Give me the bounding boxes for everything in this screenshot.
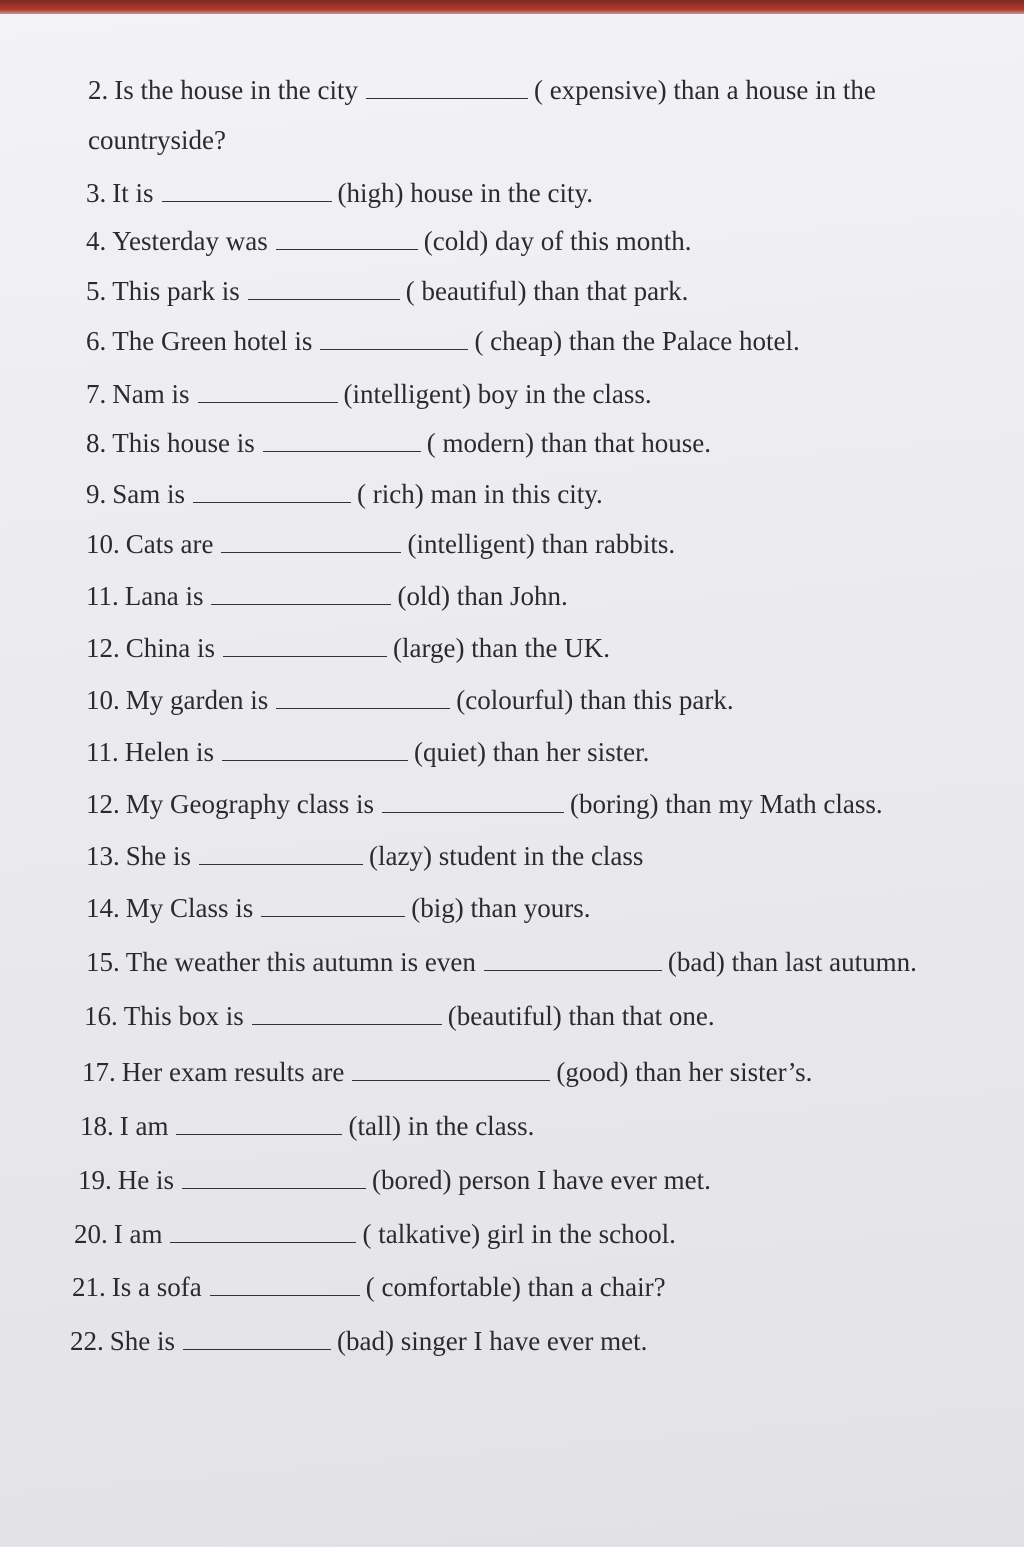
item-text-before: My garden is [125, 685, 269, 715]
item-text-after: ( rich) man in this city. [357, 479, 603, 509]
item-text-after: (colourful) than this park. [456, 685, 734, 715]
item-number: 10. [86, 685, 120, 715]
exercise-line-21 [72, 1271, 666, 1303]
exercise-line-7 [86, 378, 652, 410]
item-number: 21. [72, 1272, 106, 1302]
answer-blank[interactable] [261, 892, 405, 917]
answer-blank[interactable] [276, 684, 450, 709]
item-number: 7. [86, 379, 107, 409]
item-text-before: It is [112, 178, 154, 208]
item-number: 11. [86, 737, 119, 767]
item-number: 6. [86, 326, 107, 356]
exercise-line-14 [86, 892, 591, 924]
item-text-before: My Geography class is [125, 789, 374, 819]
answer-blank[interactable] [276, 225, 418, 250]
item-number: 20. [74, 1219, 108, 1249]
answer-blank[interactable] [193, 478, 351, 503]
exercise-line-20 [74, 1218, 676, 1250]
item-number: 19. [78, 1165, 112, 1195]
item-number: 9. [86, 479, 107, 509]
item-text-before: Sam is [112, 479, 186, 509]
item-text-after: (bad) than last autumn. [667, 947, 917, 977]
item-text-before: I am [113, 1219, 163, 1249]
item-text-before: She is [109, 1326, 176, 1356]
item-text-after: (good) than her sister’s. [556, 1057, 813, 1087]
item-number: 2. [88, 75, 109, 105]
item-text-before: I am [119, 1111, 169, 1141]
item-text-after: (bad) singer I have ever met. [337, 1326, 648, 1356]
item-text-before: countryside? [88, 125, 226, 155]
exercise-line-11a [86, 580, 568, 612]
answer-blank[interactable] [252, 1000, 442, 1025]
answer-blank[interactable] [263, 427, 421, 452]
item-text-before: Yesterday was [112, 226, 268, 256]
item-text-after: ( comfortable) than a chair? [365, 1272, 666, 1302]
item-text-before: He is [117, 1165, 174, 1195]
exercise-line-2-continued [88, 124, 226, 156]
exercise-line-10b [86, 684, 734, 716]
item-text-before: She is [125, 841, 192, 871]
item-number: 16. [84, 1001, 118, 1031]
answer-blank[interactable] [199, 840, 363, 865]
item-text-before: This park is [112, 276, 240, 306]
item-number: 12. [86, 633, 120, 663]
exercise-line-16 [84, 1000, 715, 1032]
item-text-before: Is a sofa [111, 1272, 202, 1302]
answer-blank[interactable] [176, 1110, 342, 1135]
exercise-line-3 [86, 177, 593, 209]
exercise-line-9 [86, 478, 603, 510]
item-text-after: ( beautiful) than that park. [405, 276, 689, 306]
item-number: 4. [86, 226, 107, 256]
item-number: 14. [86, 893, 120, 923]
exercise-line-10a [86, 528, 675, 560]
exercise-line-5 [86, 275, 688, 307]
item-number: 13. [86, 841, 120, 871]
item-text-after: (lazy) student in the class [369, 841, 644, 871]
item-text-after: (old) than John. [397, 581, 568, 611]
exercise-line-13 [86, 840, 643, 872]
exercise-line-12a [86, 632, 610, 664]
item-text-after: (large) than the UK. [393, 633, 610, 663]
item-text-after: (beautiful) than that one. [447, 1001, 715, 1031]
answer-blank[interactable] [320, 325, 468, 350]
item-number: 3. [86, 178, 107, 208]
item-number: 10. [86, 529, 120, 559]
answer-blank[interactable] [366, 74, 528, 99]
answer-blank[interactable] [170, 1218, 356, 1243]
exercise-line-2 [88, 74, 876, 106]
item-text-before: This house is [112, 428, 255, 458]
item-text-before: The Green hotel is [112, 326, 313, 356]
item-number: 11. [86, 581, 119, 611]
answer-blank[interactable] [352, 1056, 550, 1081]
item-text-before: Helen is [124, 737, 214, 767]
answer-blank[interactable] [223, 632, 387, 657]
item-text-after: (cold) day of this month. [423, 226, 692, 256]
answer-blank[interactable] [210, 1271, 360, 1296]
answer-blank[interactable] [382, 788, 564, 813]
item-text-before: Cats are [125, 529, 214, 559]
item-text-after: ( modern) than that house. [426, 428, 711, 458]
item-number: 8. [86, 428, 107, 458]
item-number: 22. [70, 1326, 104, 1356]
item-text-before: Lana is [124, 581, 204, 611]
exercise-line-15 [86, 946, 917, 978]
item-number: 15. [86, 947, 120, 977]
item-text-before: China is [125, 633, 216, 663]
exercise-line-4 [86, 225, 691, 257]
exercise-line-17 [82, 1056, 812, 1088]
exercise-line-12b [86, 788, 883, 820]
item-text-after: ( expensive) than a house in the [533, 75, 876, 105]
item-text-after: (intelligent) boy in the class. [343, 379, 652, 409]
worksheet-page [0, 14, 1024, 1547]
exercise-line-18 [80, 1110, 534, 1142]
item-number: 5. [86, 276, 107, 306]
answer-blank[interactable] [183, 1325, 331, 1350]
exercise-line-11b [86, 736, 649, 768]
exercise-line-6 [86, 325, 800, 357]
item-text-after: ( talkative) girl in the school. [362, 1219, 676, 1249]
item-text-after: (big) than yours. [411, 893, 591, 923]
answer-blank[interactable] [484, 946, 662, 971]
answer-blank[interactable] [211, 580, 391, 605]
item-text-after: (high) house in the city. [337, 178, 593, 208]
item-text-before: Is the house in the city [114, 75, 358, 105]
item-text-before: Nam is [112, 379, 190, 409]
item-number: 17. [82, 1057, 116, 1087]
answer-blank[interactable] [162, 177, 332, 202]
item-text-before: This box is [123, 1001, 244, 1031]
answer-blank[interactable] [222, 736, 408, 761]
item-text-after: (boring) than my Math class. [569, 789, 883, 819]
item-text-after: (quiet) than her sister. [413, 737, 650, 767]
answer-blank[interactable] [248, 275, 400, 300]
item-text-after: (intelligent) than rabbits. [407, 529, 676, 559]
item-text-after: (tall) in the class. [348, 1111, 535, 1141]
exercise-line-8 [86, 427, 711, 459]
item-text-before: The weather this autumn is even [125, 947, 476, 977]
exercise-line-19 [78, 1164, 711, 1196]
exercise-line-22 [70, 1325, 647, 1357]
answer-blank[interactable] [198, 378, 338, 403]
item-text-after: (bored) person I have ever met. [372, 1165, 711, 1195]
item-text-after: ( cheap) than the Palace hotel. [474, 326, 800, 356]
item-text-before: Her exam results are [121, 1057, 345, 1087]
answer-blank[interactable] [182, 1164, 366, 1189]
item-number: 12. [86, 789, 120, 819]
item-text-before: My Class is [125, 893, 254, 923]
answer-blank[interactable] [221, 528, 401, 553]
item-number: 18. [80, 1111, 114, 1141]
